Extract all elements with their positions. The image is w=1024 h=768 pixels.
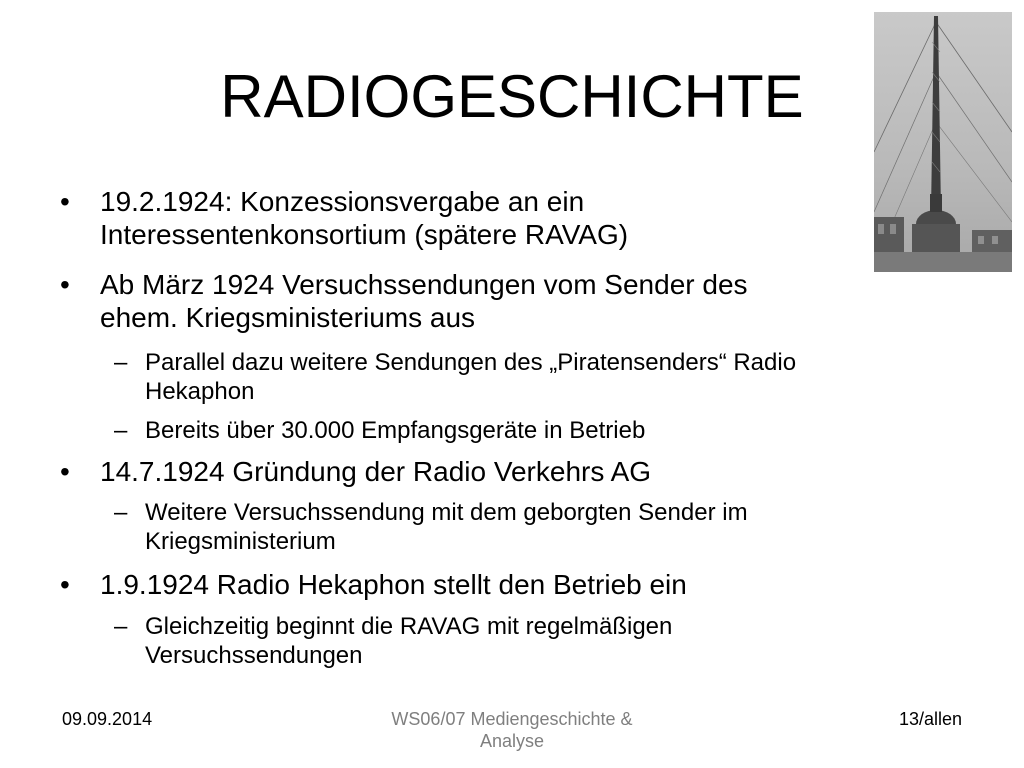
footer-course-line: Analyse xyxy=(479,731,545,751)
slide-title: RADIOGESCHICHTE xyxy=(220,63,804,130)
bullet-marker: • xyxy=(60,186,70,217)
bullet-line: Ab März 1924 Versuchssendungen vom Sender des xyxy=(100,269,748,300)
sub-bullet-line: Parallel dazu weitere Sendungen des „Piratensenders“ Radio xyxy=(145,349,797,376)
sub-bullet-line: Gleichzeitig beginnt die RAVAG mit regelmäßigen xyxy=(145,613,673,640)
bullet-marker: • xyxy=(60,569,70,600)
sub-bullet-line: Weitere Versuchssendung mit dem geborgten Sender im xyxy=(145,499,748,526)
footer-page-number: 13/allen xyxy=(898,709,962,729)
bullet-line: 14.7.1924 Gründung der Radio Verkehrs AG xyxy=(100,456,652,487)
sub-bullet-line: Hekaphon xyxy=(145,378,255,405)
bullet-line: ehem. Kriegsministeriums aus xyxy=(100,302,476,333)
sub-bullet-marker: – xyxy=(114,349,128,376)
sub-bullet-line: Versuchssendungen xyxy=(145,642,363,669)
sub-bullet-text xyxy=(145,416,935,445)
sub-bullet-line: Bereits über 30.000 Empfangsgeräte in Betrieb xyxy=(145,417,646,444)
bullet-line: 19.2.1924: Konzessionsvergabe an ein xyxy=(100,186,585,217)
bullet-marker: • xyxy=(60,456,70,487)
bullet-line: Interessentenkonsortium (spätere RAVAG) xyxy=(100,219,629,250)
sub-bullet-marker: – xyxy=(114,613,128,640)
footer-course-line: WS06/07 Mediengeschichte & xyxy=(391,709,633,729)
sub-bullet-text xyxy=(145,348,935,406)
bullet-text xyxy=(100,185,900,251)
bullet-text xyxy=(100,568,900,601)
bullet-text xyxy=(100,455,900,488)
bullet-marker: • xyxy=(60,269,70,300)
sub-bullet-marker: – xyxy=(114,499,128,526)
bullet-text xyxy=(100,268,900,334)
sub-bullet-text xyxy=(145,612,935,670)
bullet-line: 1.9.1924 Radio Hekaphon stellt den Betrieb ein xyxy=(100,569,687,600)
sub-bullet-line: Kriegsministerium xyxy=(145,528,336,555)
sub-bullet-marker: – xyxy=(114,417,128,444)
footer-course xyxy=(362,708,662,752)
footer-date: 09.09.2014 xyxy=(62,709,153,729)
sub-bullet-text xyxy=(145,498,935,556)
